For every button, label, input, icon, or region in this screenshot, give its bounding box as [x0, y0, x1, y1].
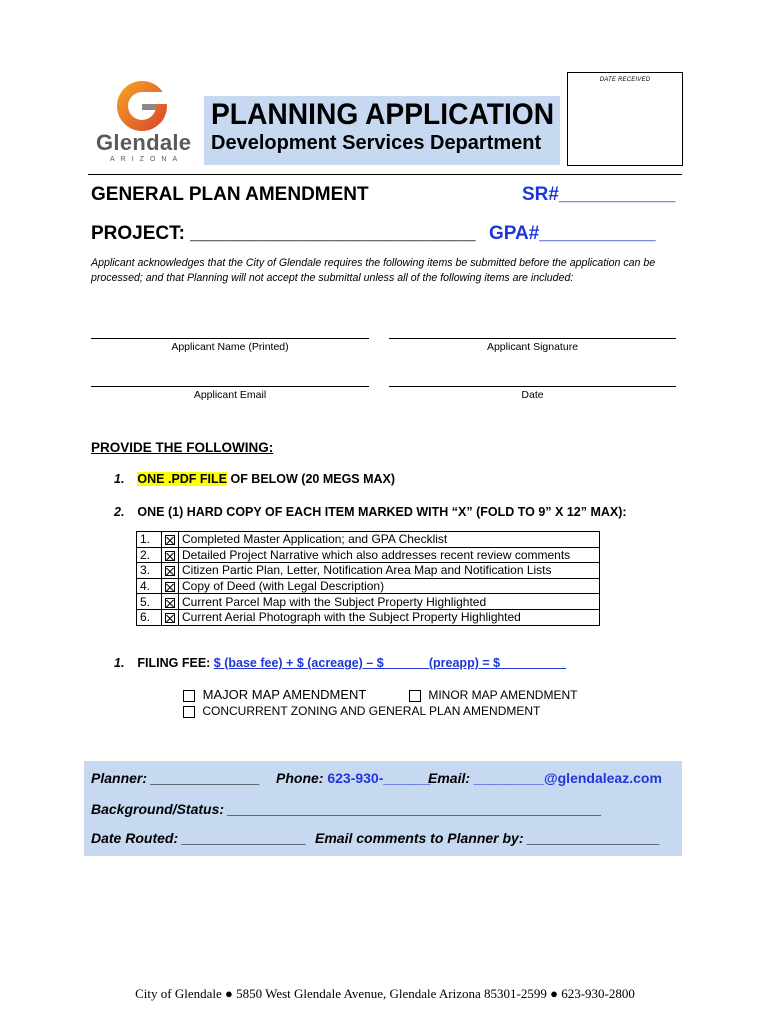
background-status-field[interactable]: Background/Status: ________________________________________________	[91, 801, 602, 817]
page-title: PLANNING APPLICATION	[211, 98, 555, 131]
date-label: Date	[521, 389, 544, 401]
row-number: 5.	[137, 594, 162, 610]
email-comments-field[interactable]: Email comments to Planner by: _________________	[315, 830, 660, 846]
checklist-item: Copy of Deed (with Legal Description)	[179, 578, 600, 594]
checklist-item: Current Parcel Map with the Subject Property Highlighted	[179, 594, 600, 610]
date-received-label: DATE RECEIVED	[599, 77, 651, 83]
applicant-signature-label: Applicant Signature	[486, 341, 579, 353]
row-number: 2.	[137, 547, 162, 563]
row-number: 6.	[137, 609, 162, 625]
logo-wordmark: Glendale	[96, 130, 192, 155]
row-number: 1.	[137, 532, 162, 548]
checkbox-icon[interactable]	[183, 706, 195, 718]
email-label: Email:	[428, 770, 474, 786]
hard-copy-item-text: ONE (1) HARD COPY OF EACH ITEM MARKED WITH “X” (FOLD TO 9” X 12” MAX):	[137, 505, 627, 519]
checkbox-icon[interactable]	[183, 690, 195, 702]
row-number: 4.	[137, 578, 162, 594]
applicant-email-label: Applicant Email	[193, 389, 267, 401]
applicant-email-line[interactable]	[91, 386, 369, 387]
checked-box-icon[interactable]	[162, 547, 179, 563]
applicant-name-label: Applicant Name (Printed)	[171, 341, 289, 353]
table-row	[137, 578, 600, 594]
major-map-option[interactable]	[183, 687, 366, 702]
glendale-g-icon	[88, 78, 198, 138]
checked-box-icon[interactable]	[162, 594, 179, 610]
pdf-highlight: ONE .PDF FILE	[137, 472, 227, 486]
applicant-name-line[interactable]	[91, 338, 369, 339]
minor-map-option[interactable]	[409, 688, 577, 702]
project-field[interactable]: PROJECT: ___________________________	[91, 223, 476, 244]
provide-item-1	[114, 472, 395, 486]
checklist-item: Current Aerial Photograph with the Subject Property Highlighted	[179, 609, 600, 625]
table-row	[137, 594, 600, 610]
checklist-item: Completed Master Application; and GPA Checklist	[179, 532, 600, 548]
planner-field[interactable]: Planner: ______________	[91, 770, 260, 786]
checked-box-icon[interactable]	[162, 532, 179, 548]
concurrent-option[interactable]	[183, 704, 540, 718]
provide-item-2	[114, 505, 627, 519]
gpa-number-field[interactable]: GPA#___________	[489, 223, 656, 244]
item-number: 1.	[114, 472, 125, 486]
minor-map-label: MINOR MAP AMENDMENT	[428, 688, 578, 702]
filing-fee-row	[114, 656, 566, 670]
phone-value: 623-930-______	[327, 770, 431, 786]
table-row	[137, 609, 600, 625]
email-value: _________@glendaleaz.com	[473, 770, 662, 786]
table-row	[137, 563, 600, 579]
email-field[interactable]	[428, 770, 662, 786]
intro-text: Applicant acknowledges that the City of Glendale requires the following items be submitted before the application can be processed; and that Planning will not accept the submittal unless all of the following items are included:	[91, 257, 656, 284]
submittal-checklist	[136, 531, 600, 626]
checklist-item: Detailed Project Narrative which also addresses recent review comments	[179, 547, 600, 563]
item-number: 1.	[114, 656, 125, 670]
filing-fee-label: FILING FEE:	[137, 656, 214, 670]
phone-label: Phone:	[276, 770, 328, 786]
sr-number-field[interactable]: SR#___________	[522, 184, 676, 205]
provide-heading: PROVIDE THE FOLLOWING:	[91, 440, 274, 455]
date-received-box[interactable]	[567, 72, 683, 166]
major-map-label: MAJOR MAP AMENDMENT	[202, 687, 367, 702]
date-line[interactable]	[389, 386, 676, 387]
checked-box-icon[interactable]	[162, 563, 179, 579]
application-type: GENERAL PLAN AMENDMENT	[91, 184, 369, 205]
logo-subtitle: ARIZONA	[110, 156, 184, 163]
pdf-item-text: OF BELOW (20 MEGS MAX)	[227, 472, 396, 486]
checklist-item: Citizen Partic Plan, Letter, Notification Area Map and Notification Lists	[179, 563, 600, 579]
department-name: Development Services Department	[211, 132, 542, 154]
checked-box-icon[interactable]	[162, 578, 179, 594]
filing-fee-field[interactable]: $ (base fee) + $ (acreage) – $ ______(preapp) = $ _________	[213, 656, 567, 670]
checked-box-icon[interactable]	[162, 609, 179, 625]
date-routed-field[interactable]: Date Routed: ________________	[91, 830, 307, 846]
row-number: 3.	[137, 563, 162, 579]
table-row	[137, 532, 600, 548]
applicant-signature-line[interactable]	[389, 338, 676, 339]
item-number: 2.	[114, 505, 125, 519]
page-footer: City of Glendale ● 5850 West Glendale Avenue, Glendale Arizona 85301-2599 ● 623-930-2800	[135, 986, 635, 1001]
table-row	[137, 547, 600, 563]
checkbox-icon[interactable]	[409, 690, 421, 702]
header-divider	[88, 174, 682, 175]
phone-field[interactable]	[276, 770, 430, 786]
concurrent-label: CONCURRENT ZONING AND GENERAL PLAN AMENDMENT	[202, 704, 541, 718]
